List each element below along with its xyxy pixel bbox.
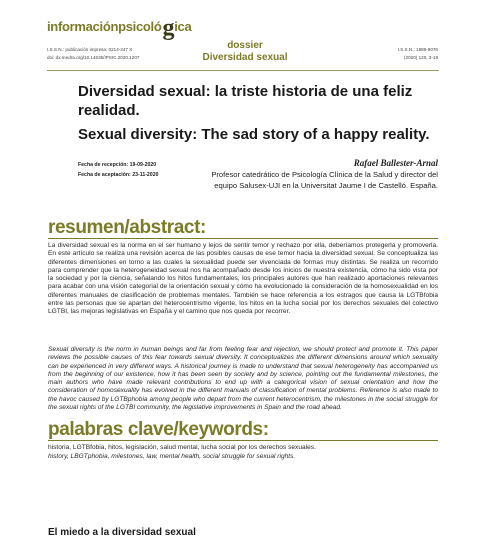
- journal-name-end: ica: [174, 19, 192, 34]
- header-divider: [47, 70, 439, 71]
- doi-link[interactable]: doi: dx.medra.org/10.14635/IPSIC.2020.1207: [47, 55, 140, 60]
- section-topic: Diversidad sexual: [202, 52, 288, 63]
- journal-name-g: g: [162, 15, 175, 41]
- keywords-heading: palabras clave/keywords:: [48, 419, 269, 440]
- section-label: dossier: [227, 40, 263, 51]
- issue-info: (2020) 120, 3-19: [404, 55, 438, 60]
- journal-logo-text: [47, 15, 192, 42]
- journal-meta-left: [47, 46, 139, 62]
- keywords-text-es: historia, LGTBfobia, hitos, legislación, salud mental, lucha social por los derechos sexuales.: [48, 444, 316, 451]
- keywords-divider: [48, 440, 438, 441]
- article-dates: [78, 160, 158, 180]
- author-name: Rafael Ballester-Arnal: [353, 158, 438, 168]
- received-line: [78, 160, 158, 170]
- abstract-text-es: La diversidad sexual es la norma en el ser humano y lejos de sentir temor y rechazo por ella, deberíamos protegerla y promoverla. En este artículo se realiza una revisión acerca de las posibles causas de ese temor hacia la diversidad sexual. Se conceptualiza las diferentes dimensiones en torno a las cuales la sexualidad puede ser vivenciada de formas muy distintas. Se realiza un recorrido para comprender que la heterogeneidad sexual nos ha acompañado desde los inicios de nuestra existencia, cómo ha sido vista por la sociedad y por la ciencia, señalando los hitos fundamentales, los principales autores que han realizado aportaciones relevantes para acabar con una visión categorial de la orientación sexual y cómo ha evolucionado la consideración de la homosexualidad en los diferentes manuales de clasificación de problemas mentales. También se hace referencia a los estragos que causa la LGTBfobia entre las personas que se apartan del heterocentrismo vigente, los hitos en la lucha social por los derechos sexuales del colectivo LGTBI, las mejoras legislativas en España y el camino que nos queda por recorrer.: [48, 242, 438, 316]
- abstract-heading: resumen/abstract:: [48, 217, 206, 238]
- keywords-text-en: history, LBGTphobia, milestones, law, mental health, social struggle for sexual rights.: [48, 453, 296, 460]
- abstract-divider: [48, 238, 438, 239]
- received-date: 19-09-2020: [129, 162, 157, 168]
- section-heading: El miedo a la diversidad sexual: [48, 527, 196, 538]
- author-block: [188, 158, 438, 191]
- accepted-label: Fecha de aceptación:: [78, 172, 131, 178]
- issn-electronic: I.S.S.N.: 1989-9076: [397, 47, 438, 52]
- accepted-line: [78, 170, 158, 180]
- issn-print: I.S.S.N.: publicación impresa: 0214-347 X: [47, 47, 133, 52]
- article-title-en: Sexual diversity: The sad story of a happy reality.: [78, 126, 430, 143]
- accepted-date: 23-11-2020: [132, 172, 159, 178]
- journal-name: informaciónpsicoló: [47, 19, 162, 34]
- author-affiliation: Profesor catedrático de Psicología Clínica de la Salud y director del equipo Salusex-UJI en la Universitat Jaume I de Castelló. España.: [211, 170, 438, 190]
- section-header: [200, 40, 290, 64]
- journal-meta-right: [398, 46, 438, 62]
- received-label: Fecha de recepción:: [78, 162, 129, 168]
- abstract-text-en: Sexual diversity is the norm in human beings and far from feeling fear and rejection, we should protect and promote it. This paper reviews the possible causes of this fear towards sexual diversity. It conceptualizes the different dimensions around which sexuality can be experienced in very different ways. A historical journey is made to understand that sexual heterogeneity has accompanied us from the beginning of our existence, how it has been seen by society and by science, pointing out the fundamental milestones, the main authors who have made relevant contributions to end up with a categorical vision of sexual orientation and how the consideration of homosexuality has evolved in the different manuals of classification of mental problems. Reference is also made to the havoc caused by LGTBphobia among people who depart from the current heterocentrism, the milestones in the social struggle for the sexual rights of the LGTBI community, the legislative improvements in Spain and the road ahead.: [48, 346, 438, 412]
- article-title-es: Diversidad sexual: la triste historia de una feliz realidad.: [78, 83, 413, 119]
